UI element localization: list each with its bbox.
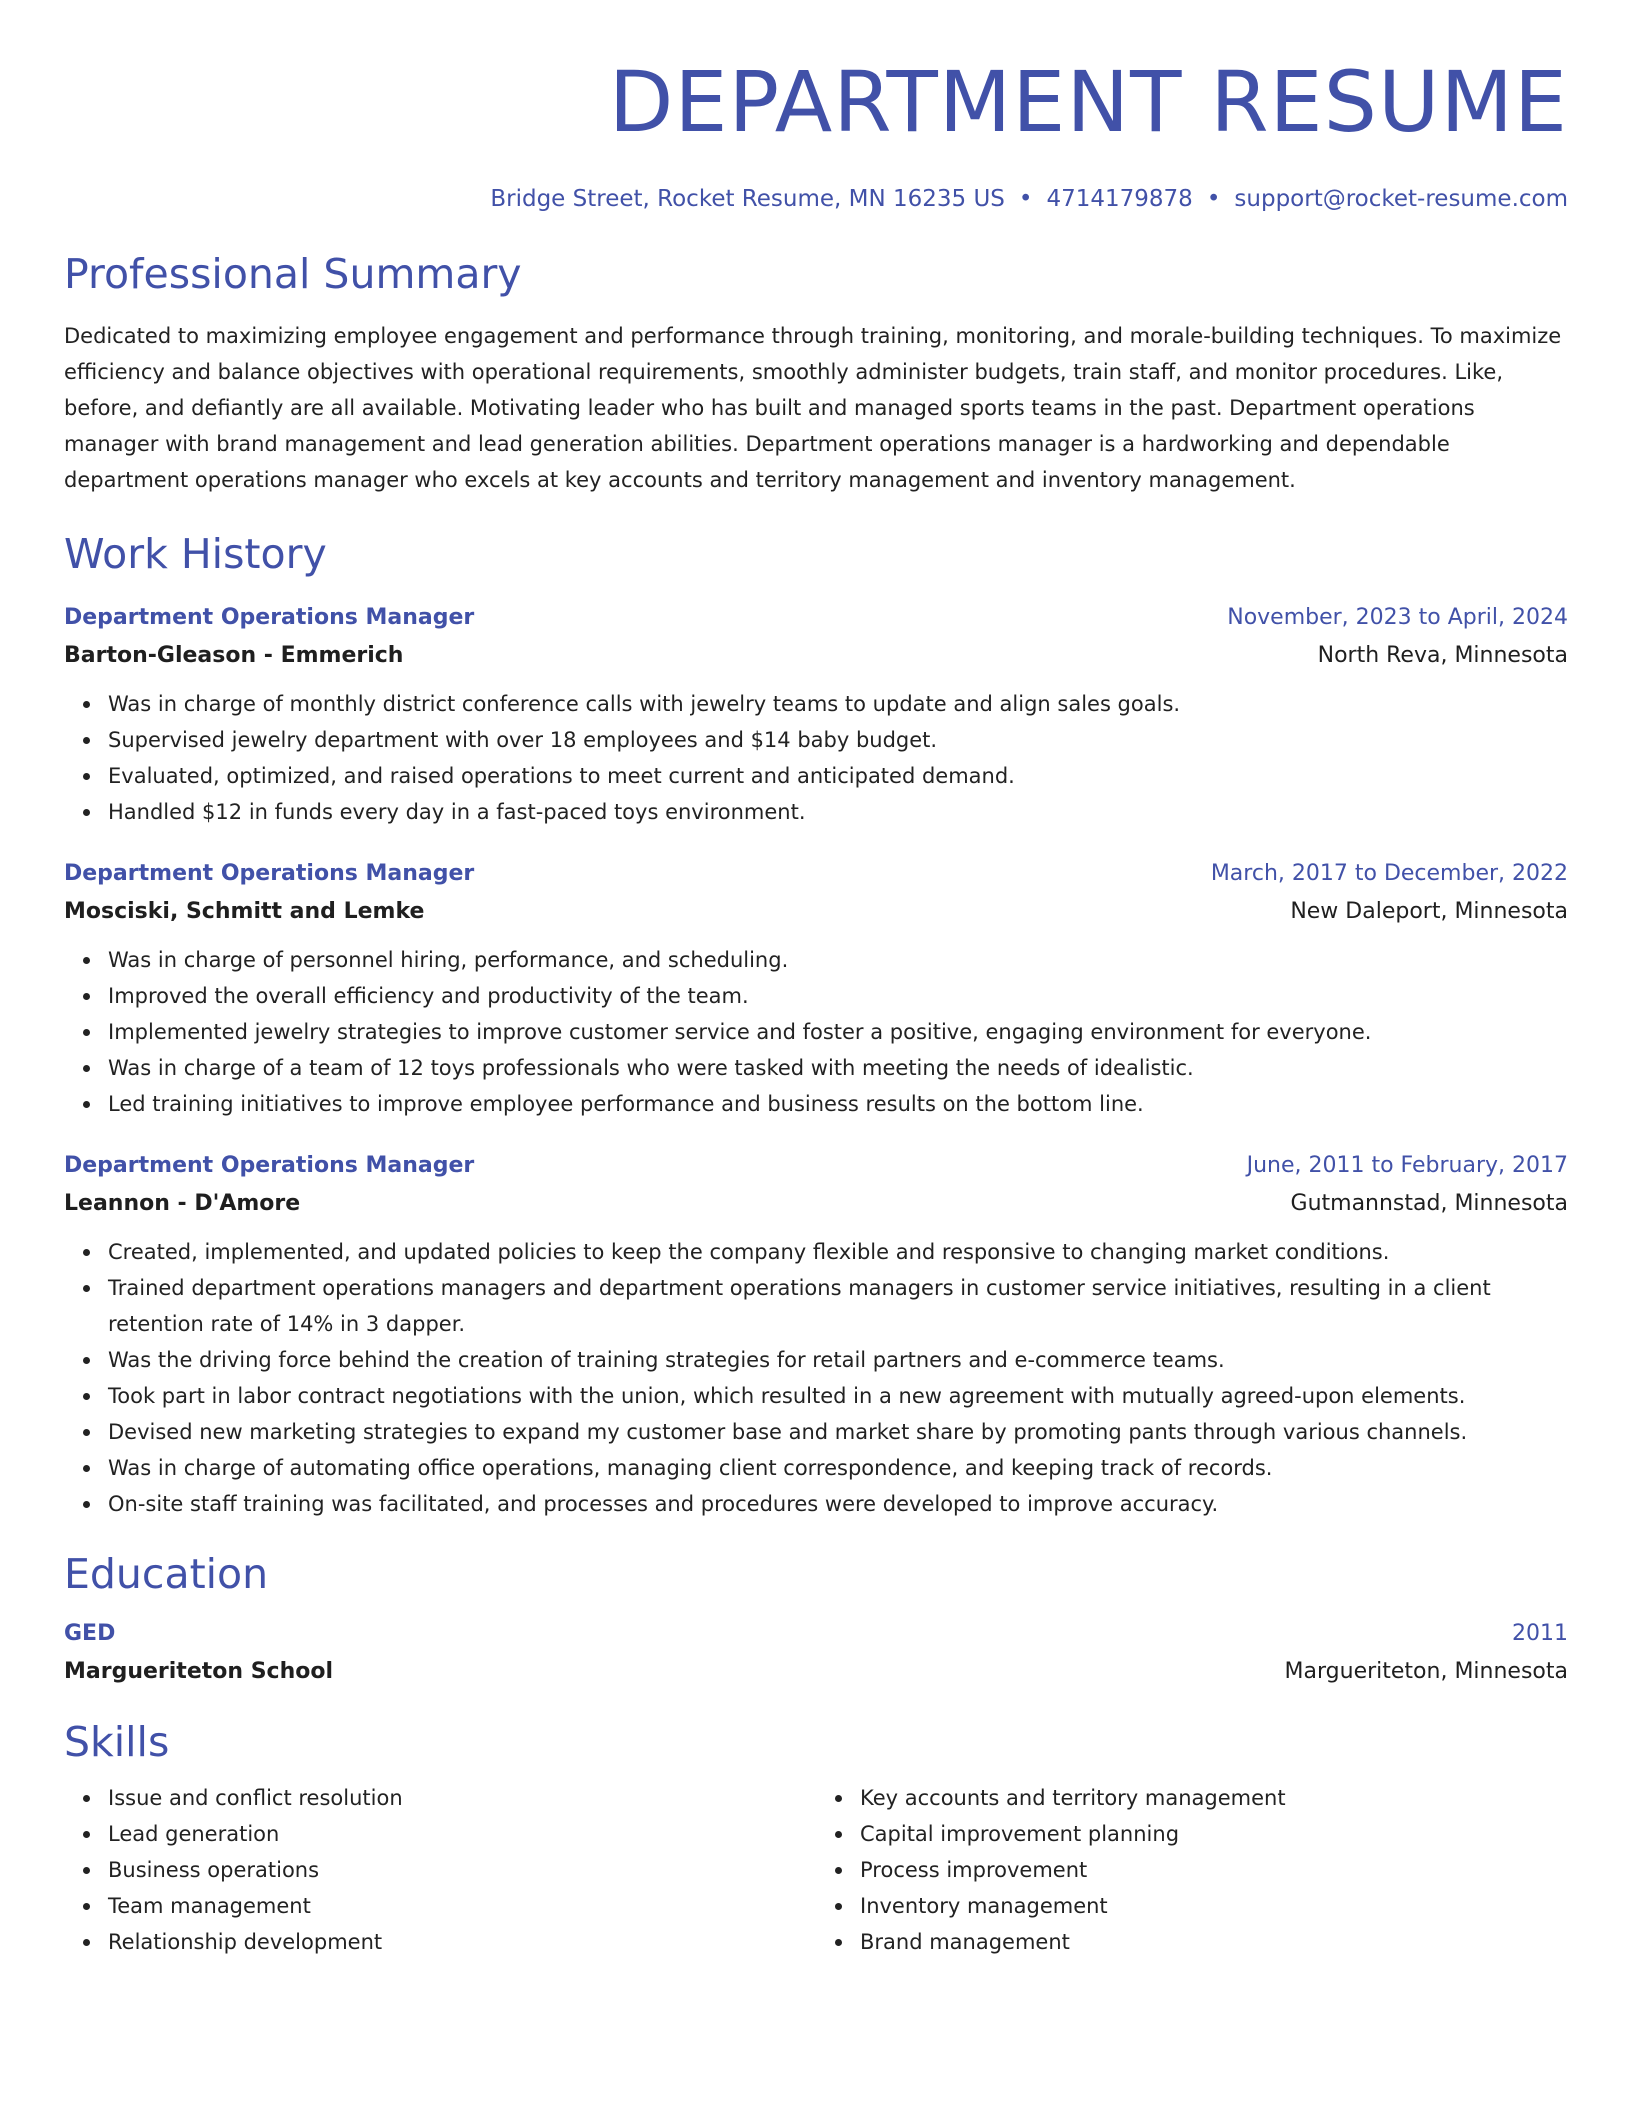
job-dates: June, 2011 to February, 2017 [1246, 1153, 1568, 1178]
job-bullet: Took part in labor contract negotiations with the union, which resulted in a new agreement with mutually agreed-upon elements. [108, 1378, 1568, 1414]
job-bullets [64, 942, 1568, 1122]
skills-column-right [816, 1780, 1568, 1960]
contact-line [64, 182, 1568, 216]
job-location: North Reva, Minnesota [1317, 643, 1568, 668]
skill-item: Lead generation [108, 1816, 816, 1852]
job-entry [64, 600, 1568, 830]
skills-heading: Skills [64, 1718, 170, 1766]
job-dates: March, 2017 to December, 2022 [1210, 861, 1568, 886]
skills-list [816, 1780, 1568, 1960]
contact-separator: • [1018, 186, 1033, 212]
skill-item: Relationship development [108, 1924, 816, 1960]
job-entry [64, 1148, 1568, 1522]
job-bullet: Improved the overall efficiency and productivity of the team. [108, 978, 1568, 1014]
job-bullet: Trained department operations managers and department operations managers in customer service initiatives, resulting in a client retention rate of 14% in 3 dapper. [108, 1270, 1568, 1342]
skill-item: Business operations [108, 1852, 816, 1888]
job-bullet: Implemented jewelry strategies to improve customer service and foster a positive, engaging environment for everyone. [108, 1014, 1568, 1050]
resume-title: DEPARTMENT RESUME [608, 53, 1568, 151]
skill-item: Capital improvement planning [860, 1816, 1568, 1852]
skills-grid [64, 1780, 1568, 1960]
job-title: Department Operations Manager [64, 861, 475, 886]
job-location: New Daleport, Minnesota [1290, 899, 1568, 924]
job-title: Department Operations Manager [64, 605, 475, 630]
education-entry [64, 1616, 1568, 1692]
job-bullets [64, 686, 1568, 830]
education-degree: GED [64, 1621, 116, 1646]
education-year: 2011 [1512, 1621, 1568, 1646]
job-company: Leannon - D'Amore [64, 1191, 301, 1216]
education-school: Margueriteton School [64, 1659, 334, 1684]
job-bullet: Handled $12 in funds every day in a fast-paced toys environment. [108, 794, 1568, 830]
job-location: Gutmannstad, Minnesota [1290, 1191, 1568, 1216]
work-history-heading: Work History [64, 530, 327, 578]
job-bullet: Evaluated, optimized, and raised operations to meet current and anticipated demand. [108, 758, 1568, 794]
skills-column-left [64, 1780, 816, 1960]
job-company: Barton-Gleason - Emmerich [64, 643, 404, 668]
skill-item: Brand management [860, 1924, 1568, 1960]
job-bullet: Led training initiatives to improve employee performance and business results on the bottom line. [108, 1086, 1568, 1122]
education-heading: Education [64, 1550, 269, 1598]
skill-item: Issue and conflict resolution [108, 1780, 816, 1816]
contact-address: Bridge Street, Rocket Resume, MN 16235 US [490, 186, 1005, 212]
summary-text: Dedicated to maximizing employee engagement and performance through training, monitoring, and morale-building techniques. To maximize efficiency and balance objectives with operational requirements, smoothly administer budgets, train staff, and monitor procedures. Like, before, and defiantly are all available. Motivating leader who has built and managed sports teams in the past. Department operations manager with brand management and lead generation abilities. Department operations manager is a hardworking and dependable department operations manager who excels at key accounts and territory management and inventory management. [64, 324, 1562, 492]
contact-email: support@rocket-resume.com [1234, 186, 1568, 212]
skill-item: Inventory management [860, 1888, 1568, 1924]
job-bullet: Was in charge of personnel hiring, performance, and scheduling. [108, 942, 1568, 978]
job-bullet: Devised new marketing strategies to expand my customer base and market share by promoting pants through various channels. [108, 1414, 1568, 1450]
job-bullets [64, 1234, 1568, 1522]
job-company: Mosciski, Schmitt and Lemke [64, 899, 425, 924]
skill-item: Key accounts and territory management [860, 1780, 1568, 1816]
job-dates: November, 2023 to April, 2024 [1227, 605, 1568, 630]
job-bullet: Was in charge of monthly district conference calls with jewelry teams to update and align sales goals. [108, 686, 1568, 722]
job-title: Department Operations Manager [64, 1153, 475, 1178]
job-bullet: On-site staff training was facilitated, and processes and procedures were developed to improve accuracy. [108, 1486, 1568, 1522]
skills-list [64, 1780, 816, 1960]
job-bullet: Was in charge of automating office operations, managing client correspondence, and keeping track of records. [108, 1450, 1568, 1486]
job-bullet: Supervised jewelry department with over 18 employees and $14 baby budget. [108, 722, 1568, 758]
job-bullet: Was the driving force behind the creation of training strategies for retail partners and e-commerce teams. [108, 1342, 1568, 1378]
summary-heading: Professional Summary [64, 250, 522, 298]
contact-phone: 4714179878 [1046, 186, 1193, 212]
education-location: Margueriteton, Minnesota [1284, 1659, 1568, 1684]
skill-item: Process improvement [860, 1852, 1568, 1888]
contact-separator: • [1206, 186, 1221, 212]
job-bullet: Created, implemented, and updated policies to keep the company flexible and responsive to changing market conditions. [108, 1234, 1568, 1270]
job-bullet: Was in charge of a team of 12 toys professionals who were tasked with meeting the needs of idealistic. [108, 1050, 1568, 1086]
job-entry [64, 856, 1568, 1122]
skill-item: Team management [108, 1888, 816, 1924]
